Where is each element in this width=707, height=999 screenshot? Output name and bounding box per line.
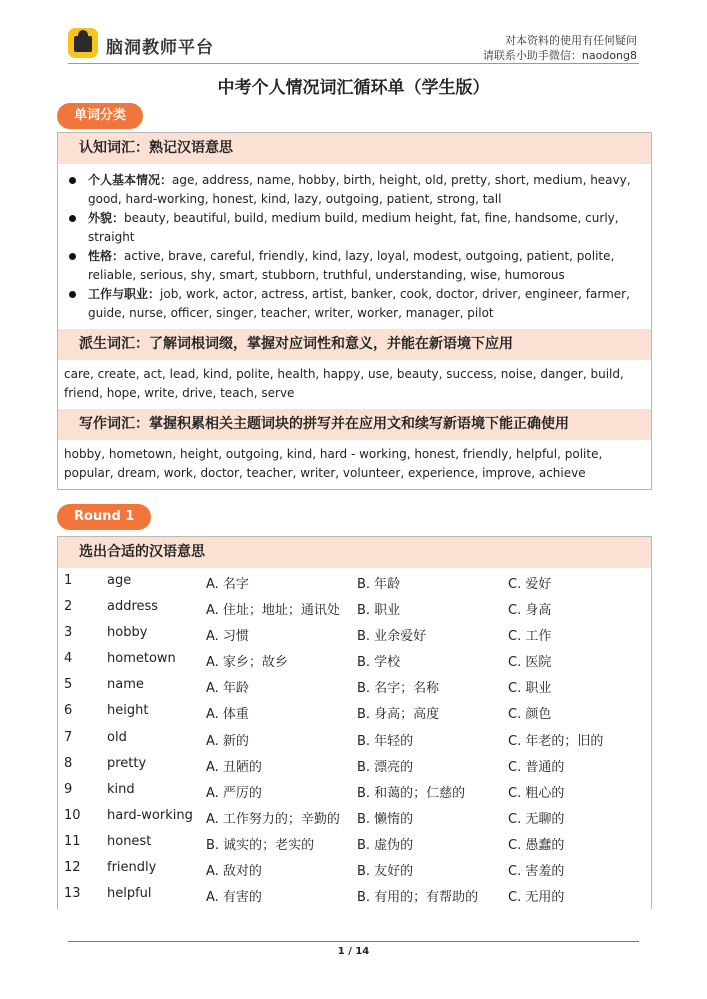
option-a: A. 家乡；故乡 (206, 655, 288, 671)
question-number: 13 (64, 886, 81, 902)
question-word: friendly (107, 860, 157, 876)
option-b: B. 和蔼的；仁慈的 (357, 785, 466, 801)
option-c: C. 无用的 (508, 890, 565, 906)
list-item-label: 外貌： (88, 211, 125, 225)
derived-words: care, create, act, lead, kind, polite, health, happy, use, beauty, success, noise, danger, build, friend, hope, write, drive, teach, serve (64, 367, 624, 400)
header-divider (68, 63, 639, 64)
quiz-row (58, 777, 651, 803)
option-c: C. 普通的 (508, 759, 565, 775)
page-number: 1 / 14 (337, 946, 370, 957)
option-a: B. 诚实的；老实的 (206, 837, 315, 853)
question-number: 12 (64, 860, 81, 876)
list-item (66, 247, 643, 285)
list-item-label: 个人基本情况： (88, 173, 173, 187)
quiz-row (58, 829, 651, 855)
question-word: hard-working (107, 807, 193, 823)
question-number: 7 (64, 729, 73, 745)
page-title: 中考个人情况词汇循环单（学生版） (217, 78, 490, 98)
question-word: pretty (107, 755, 147, 771)
section-pill-round1: Round 1 (57, 504, 151, 530)
section-pill-word-classification: 单词分类 (57, 103, 143, 129)
quiz-row (58, 672, 651, 698)
question-number: 11 (64, 833, 81, 849)
option-c: C. 年老的；旧的 (508, 733, 604, 749)
round1-box (57, 536, 652, 909)
header-contact-line1: 对本资料的使用有任何疑问 (505, 34, 637, 47)
question-number: 4 (64, 651, 73, 667)
option-a: A. 新的 (206, 733, 249, 749)
option-c: C. 身高 (508, 603, 552, 619)
option-c: C. 愚蠢的 (508, 837, 565, 853)
list-item-text: beauty, beautiful, build, medium build, medium height, fat, fine, handsome, curly, straight (88, 211, 619, 244)
question-number: 8 (64, 755, 73, 771)
option-b: B. 业余爱好 (357, 629, 427, 645)
option-a: A. 年龄 (206, 681, 249, 697)
quiz-row (58, 698, 651, 724)
recognition-heading: 认知词汇：熟记汉语意思 (58, 133, 651, 164)
recognition-list (58, 164, 651, 329)
option-a: A. 住址；地址；通讯处 (206, 603, 340, 619)
footer-divider (68, 941, 639, 942)
option-a: A. 丑陋的 (206, 759, 262, 775)
bullet-icon (69, 253, 76, 260)
option-a: A. 敌对的 (206, 864, 262, 880)
option-b: B. 年轻的 (357, 733, 414, 749)
bullet-icon (69, 291, 76, 298)
quiz-row (58, 594, 651, 620)
question-word: helpful (107, 886, 152, 902)
question-word: height (107, 703, 149, 719)
list-item-label: 性格： (88, 249, 125, 263)
writing-heading: 写作词汇：掌握积累相关主题词块的拼写并在应用文和续写新语境下能正确使用 (58, 409, 651, 440)
option-b: B. 学校 (357, 655, 401, 671)
header-contact-line2: 请联系小助手微信：naodong8 (482, 49, 637, 62)
list-item-label: 工作与职业： (88, 287, 161, 301)
option-c: C. 无聊的 (508, 811, 565, 827)
list-item-text: job, work, actor, actress, artist, banker, cook, doctor, driver, engineer, farmer, guide, nurse, officer, singer, teacher, writer, worker, manager, pilot (88, 287, 630, 320)
option-b: B. 名字；名称 (357, 681, 440, 697)
bullet-icon (69, 215, 76, 222)
question-word: kind (107, 781, 135, 797)
option-b: B. 懒惰的 (357, 811, 414, 827)
header-contact (483, 33, 637, 63)
list-item-text: active, brave, careful, friendly, kind, lazy, loyal, modest, outgoing, patient, polite, reliable, serious, shy, smart, stubborn, truthful, understanding, wise, humorous (88, 249, 615, 282)
option-c: C. 工作 (508, 629, 552, 645)
question-word: age (107, 573, 132, 588)
quiz-row (58, 646, 651, 672)
option-b: B. 职业 (357, 603, 401, 619)
question-word: address (107, 599, 159, 615)
word-classification-box (57, 132, 652, 490)
question-number: 6 (64, 703, 73, 719)
option-b: B. 有用的；有帮助的 (357, 890, 479, 906)
question-number: 10 (64, 807, 81, 823)
derived-heading: 派生词汇：了解词根词缀，掌握对应词性和意义，并能在新语境下应用 (58, 329, 651, 360)
question-word: name (107, 677, 144, 693)
writing-words: hobby, hometown, height, outgoing, kind, hard - working, honest, friendly, helpful, polite, popular, dream, work, doctor, teacher, writer, volunteer, experience, improve, achieve (64, 447, 603, 480)
question-number: 3 (64, 625, 73, 641)
list-item (66, 171, 643, 209)
list-item (66, 285, 643, 323)
option-a: A. 有害的 (206, 890, 262, 906)
question-word: old (107, 729, 127, 745)
question-number: 9 (64, 781, 73, 797)
option-c: C. 爱好 (508, 577, 552, 592)
quiz-row (58, 725, 651, 751)
quiz-list (58, 568, 651, 907)
brand-logo-icon (68, 28, 98, 58)
question-word: honest (107, 833, 152, 849)
quiz-row (58, 568, 651, 594)
quiz-row (58, 855, 651, 881)
question-word: hobby (107, 625, 148, 641)
quiz-row (58, 803, 651, 829)
option-c: C. 医院 (508, 655, 552, 671)
option-c: C. 粗心的 (508, 785, 565, 801)
brand-name: 脑洞教师平台 (106, 38, 214, 58)
option-b: B. 年龄 (357, 577, 401, 592)
option-b: B. 漂亮的 (357, 759, 414, 775)
question-word: hometown (107, 651, 176, 667)
list-item-text: age, address, name, hobby, birth, height, old, pretty, short, medium, heavy, good, hard-working, honest, kind, lazy, outgoing, patient, strong, tall (88, 173, 631, 206)
option-a: A. 体重 (206, 707, 249, 723)
question-number: 5 (64, 677, 73, 693)
option-b: B. 虚伪的 (357, 837, 414, 853)
option-a: A. 工作努力的；辛勤的 (206, 811, 340, 827)
list-item (66, 209, 643, 247)
option-c: C. 害羞的 (508, 864, 565, 880)
question-number: 2 (64, 599, 73, 615)
option-a: A. 习惯 (206, 629, 249, 645)
question-number: 1 (64, 573, 73, 588)
option-c: C. 颜色 (508, 707, 552, 723)
option-a: A. 严厉的 (206, 785, 262, 801)
quiz-row (58, 620, 651, 646)
option-b: B. 身高；高度 (357, 707, 440, 723)
bullet-icon (69, 177, 76, 184)
round1-heading: 选出合适的汉语意思 (58, 537, 651, 568)
option-b: B. 友好的 (357, 864, 414, 880)
option-a: A. 名字 (206, 577, 249, 592)
quiz-row (58, 881, 651, 907)
option-c: C. 职业 (508, 681, 552, 697)
quiz-row (58, 751, 651, 777)
